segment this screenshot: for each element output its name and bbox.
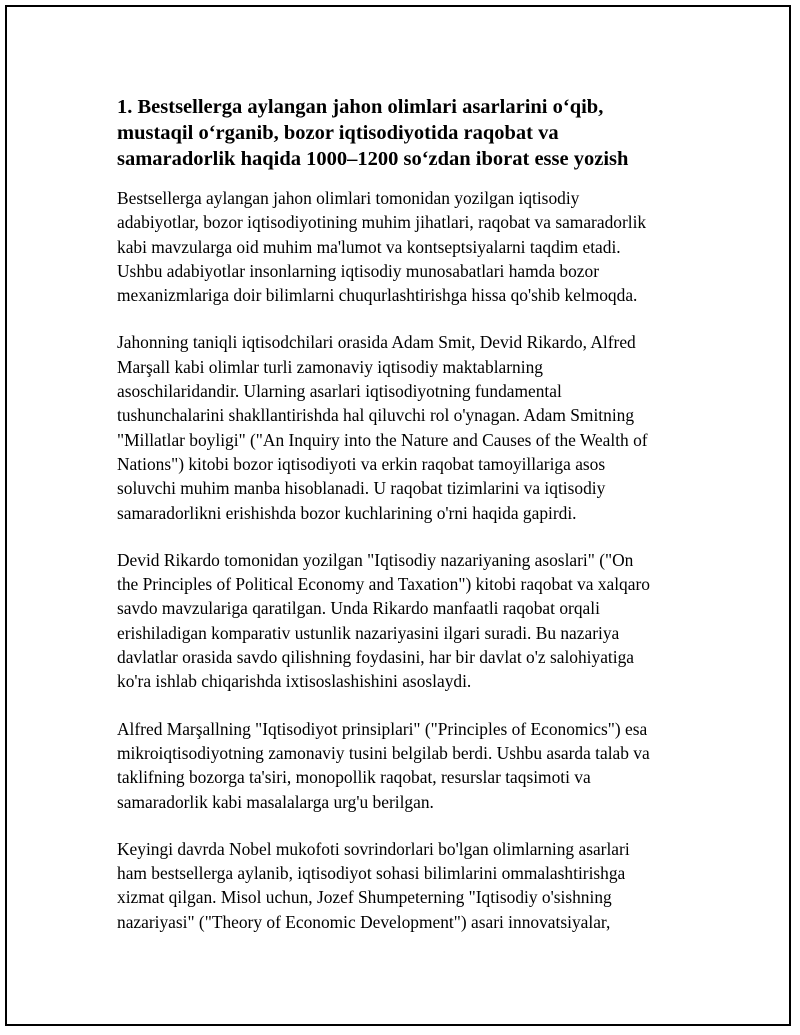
- paragraph-line: Alfred Marşallning "Iqtisodiyot prinsiplari" ("Principles of Economics") esa: [117, 718, 648, 739]
- paragraph-line: Nations") kitobi bozor iqtisodiyoti va erkin raqobat tamoyillariga asos: [117, 453, 606, 474]
- paragraph-line: the Principles of Political Economy and Taxation") kitobi raqobat va xalqaro: [117, 574, 650, 595]
- paragraph-nobel: [117, 837, 695, 934]
- paragraph-line: "Millatlar boyligi" ("An Inquiry into the Nature and Causes of the Wealth of: [117, 429, 648, 450]
- heading-line: mustaqil o‘rganib, bozor iqtisodiyotida raqobat va: [117, 122, 559, 144]
- paragraph-line: asoschilaridandir. Ularning asarlari iqtisodiyotning fundamental: [117, 381, 562, 402]
- paragraph-line: Marşall kabi olimlar turli zamonaviy iqtisodiy maktablarning: [117, 356, 543, 377]
- paragraph-ricardo: [117, 548, 695, 694]
- paragraph-line: ko'ra ishlab chiqarishda ixtisoslashishini asoslaydi.: [117, 671, 472, 692]
- paragraph-line: Ushbu adabiyotlar insonlarning iqtisodiy munosabatlari hamda bozor: [117, 260, 600, 281]
- paragraph-line: davlatlar orasida savdo qilishning foydasini, har bir davlat o'z salohiyatiga: [117, 647, 634, 668]
- document-body: [117, 94, 695, 957]
- paragraph-line: Jahonning taniqli iqtisodchilari orasida Adam Smit, Devid Rikardo, Alfred: [117, 332, 636, 353]
- paragraph-line: xizmat qilgan. Misol uchun, Jozef Shumpeterning "Iqtisodiy o'sishning: [117, 887, 612, 908]
- paragraph-line: tushunchalarini shakllantirishda hal qiluvchi rol o'ynagan. Adam Smitning: [117, 405, 635, 426]
- paragraph-line: adabiyotlar, bozor iqtisodiyotining muhim jihatlari, raqobat va samaradorlik: [117, 212, 647, 233]
- paragraph-line: savdo mavzulariga qaratilgan. Unda Rikardo manfaatli raqobat orqali: [117, 598, 600, 619]
- paragraph-line: taklifning bozorga ta'siri, monopollik raqobat, resurslar taqsimoti va: [117, 767, 591, 788]
- heading-line: samaradorlik haqida 1000–1200 so‘zdan iborat esse yozish: [117, 148, 629, 170]
- paragraph-line: mikroiqtisodiyotning zamonaviy tusini belgilab berdi. Ushbu asarda talab va: [117, 742, 650, 763]
- essay-heading: [117, 94, 695, 172]
- paragraph-marshall: [117, 717, 695, 814]
- heading-line: 1. Bestsellerga aylangan jahon olimlari asarlarini o‘qib,: [117, 96, 604, 118]
- paragraph-line: Keyingi davrda Nobel mukofoti sovrindorlari bo'lgan olimlarning asarlari: [117, 838, 630, 859]
- paragraph-line: kabi mavzularga oid muhim ma'lumot va kontseptsiyalarni taqdim etadi.: [117, 236, 621, 257]
- paragraph-intro: [117, 186, 695, 307]
- paragraph-line: soluvchi muhim manba hisoblanadi. U raqobat tizimlarini va iqtisodiy: [117, 478, 606, 499]
- paragraph-line: erishiladigan komparativ ustunlik nazariyasini ilgari suradi. Bu nazariya: [117, 622, 620, 643]
- paragraph-line: samaradorlikni erishishda bozor kuchlarining o'rni haqida gapirdi.: [117, 502, 577, 523]
- paragraph-line: ham bestsellerga aylanib, iqtisodiyot sohasi bilimlarini ommalashtirishga: [117, 863, 626, 884]
- paragraph-economists: [117, 330, 695, 524]
- paragraph-line: nazariyasi" ("Theory of Economic Development") asari innovatsiyalar,: [117, 911, 611, 932]
- paragraph-line: mexanizmlariga doir bilimlarni chuqurlashtirishga hissa qo'shib kelmoqda.: [117, 285, 638, 306]
- paragraph-line: samaradorlik kabi masalalarga urg'u berilgan.: [117, 791, 434, 812]
- paragraph-line: Devid Rikardo tomonidan yozilgan "Iqtisodiy nazariyaning asoslari" ("On: [117, 549, 634, 570]
- paragraph-line: Bestsellerga aylangan jahon olimlari tomonidan yozilgan iqtisodiy: [117, 188, 580, 208]
